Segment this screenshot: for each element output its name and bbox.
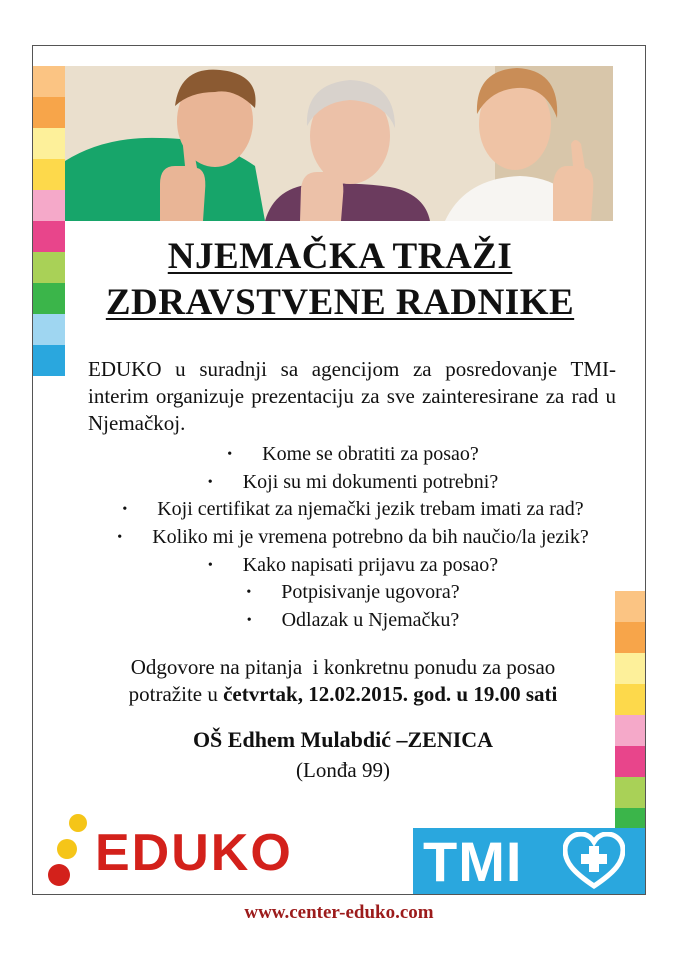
bullet-icon: • [117,530,123,546]
color-square [33,190,65,221]
list-item: • Kako napisati prijavu za posao? [207,553,499,576]
color-square [33,66,65,97]
list-item: • Koji certifikat za njemački jezik trebam imati za rad? [122,498,584,521]
color-square [33,128,65,159]
intro-paragraph: EDUKO u suradnji sa agencijom za posredovanje TMI-interim organizuje prezentaciju za sve zainteresirane za rad u Njemačkoj. [88,357,616,435]
color-strip-left [33,66,65,376]
website-link[interactable]: www.center-eduko.com [244,902,434,923]
answer-paragraph [73,654,613,708]
tmi-logo [413,828,646,895]
hero-photo [65,66,613,221]
heart-plus-icon [563,832,625,890]
bullet-icon: • [246,613,252,629]
list-item: • Koliko mi je vremena potrebno da bih naučio/la jezik? [117,525,589,548]
bullet-icon: • [207,474,213,490]
tmi-logo-text: TMI [423,830,523,893]
list-item: • Odlazak u Njemačku? [246,608,460,631]
eduko-logo-text: EDUKO [95,824,293,882]
answer-line-1: Odgovore na pitanja i konkretnu ponudu za posao [130,655,556,679]
color-square [615,777,645,808]
question-list [73,441,633,635]
color-square [615,746,645,777]
color-square [615,622,645,653]
title-line-2: ZDRAVSTVENE RADNIKE [105,282,575,323]
title-line-1: NJEMAČKA TRAŽI [167,236,513,277]
color-square [615,715,645,746]
color-square [33,97,65,128]
color-square [615,591,645,622]
color-square [615,653,645,684]
color-square [615,684,645,715]
bullet-icon: • [246,585,252,601]
answer-line-2: potražite u četvrtak, 12.02.2015. god. u 19.00 sati [128,682,558,706]
list-item: • Potpisivanje ugovora? [246,581,460,604]
list-item: • Koji su mi dokumenti potrebni? [207,470,499,493]
event-datetime: četvrtak, 12.02.2015. god. u 19.00 sati [223,682,558,706]
event-location: OŠ Edhem Mulabdić –ZENICA [192,727,494,752]
bullet-icon: • [227,447,233,463]
bullet-icon: • [122,502,128,518]
color-square [33,345,65,376]
list-item: • Kome se obratiti za posao? [227,443,479,465]
event-address: (Lonđa 99) [296,758,390,782]
poster-title [33,234,646,326]
color-square [33,159,65,190]
hero-photo-illustration [65,66,613,221]
poster [32,45,646,895]
bullet-icon: • [207,557,213,573]
